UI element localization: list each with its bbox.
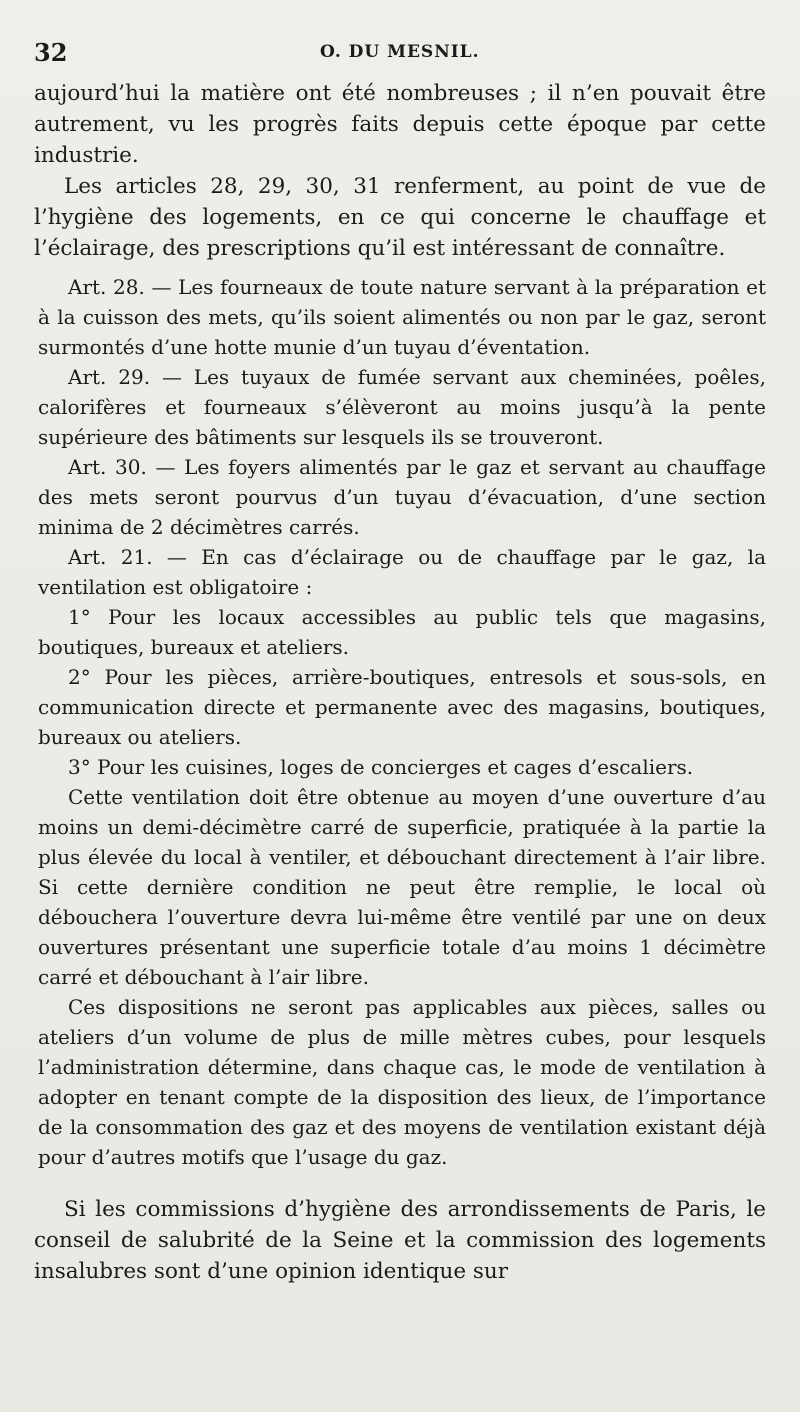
list-item: 1° Pour les locaux accessibles au public tels que magasins, boutiques, bureaux et ateliers. <box>38 605 766 659</box>
regulation-articles <box>38 272 766 1172</box>
running-head: O. DU MESNIL. <box>320 42 480 62</box>
body-text <box>34 78 766 1287</box>
article-30: Art. 30. — Les foyers alimentés par le gaz et servant au chauffage des mets seront pourvus d’un tuyau d’évacuation, d’une section minima de 2 décimètres carrés. <box>38 455 766 539</box>
list-item: 2° Pour les pièces, arrière-boutiques, entresols et sous-sols, en communication directe et permanente avec des magasins, boutiques, bureaux ou ateliers. <box>38 665 766 749</box>
page-number: 32 <box>34 38 68 67</box>
paragraph: Ces dispositions ne seront pas applicables aux pièces, salles ou ateliers d’un volume de plus de mille mètres cubes, pour lesquels l’administration détermine, dans chaque cas, le mode de ventilation à adopter en tenant compte de la disposition des lieux, de l’importance de la consommation des gaz et des moyens de ventilation existant déjà pour d’autres motifs que l’usage du gaz. <box>38 995 766 1169</box>
list-item: 3° Pour les cuisines, loges de concierges et cages d’escaliers. <box>68 755 694 779</box>
page-header <box>34 38 766 78</box>
paragraph: Les articles 28, 29, 30, 31 renferment, au point de vue de l’hygiène des logements, en ce qui concerne le chauffage et l’éclairage, des prescriptions qu’il est intéressant de connaître. <box>34 174 766 261</box>
article-28: Art. 28. — Les fourneaux de toute nature servant à la préparation et à la cuisson des mets, qu’ils soient alimentés ou non par le gaz, seront surmontés d’une hotte munie d’un tuyau d’éventation. <box>38 275 766 359</box>
paragraph: Si les commissions d’hygiène des arrondissements de Paris, le conseil de salubrité de la Seine et la commission des logements insalubres sont d’une opinion identique sur <box>34 1197 766 1284</box>
paragraph: Cette ventilation doit être obtenue au moyen d’une ouverture d’au moins un demi-décimètre carré de superficie, pratiquée à la partie la plus élevée du local à ventiler, et débouchant directement à l’air libre. Si cette dernière condition ne peut être remplie, le local où débouchera l’ouverture devra lui-même être ventilé par une on deux ouvertures présentant une superficie totale d’au moins 1 décimètre carré et débouchant à l’air libre. <box>38 785 766 989</box>
article-21: Art. 21. — En cas d’éclairage ou de chauffage par le gaz, la ventilation est obligatoire : <box>38 545 766 599</box>
paragraph: aujourd’hui la matière ont été nombreuses ; il n’en pouvait être autrement, vu les progrès faits depuis cette époque par cette industrie. <box>34 81 766 168</box>
article-29: Art. 29. — Les tuyaux de fumée servant aux cheminées, poêles, calorifères et fourneaux s’élèveront au moins jusqu’à la pente supérieure des bâtiments sur lesquels ils se trouveront. <box>38 365 766 449</box>
